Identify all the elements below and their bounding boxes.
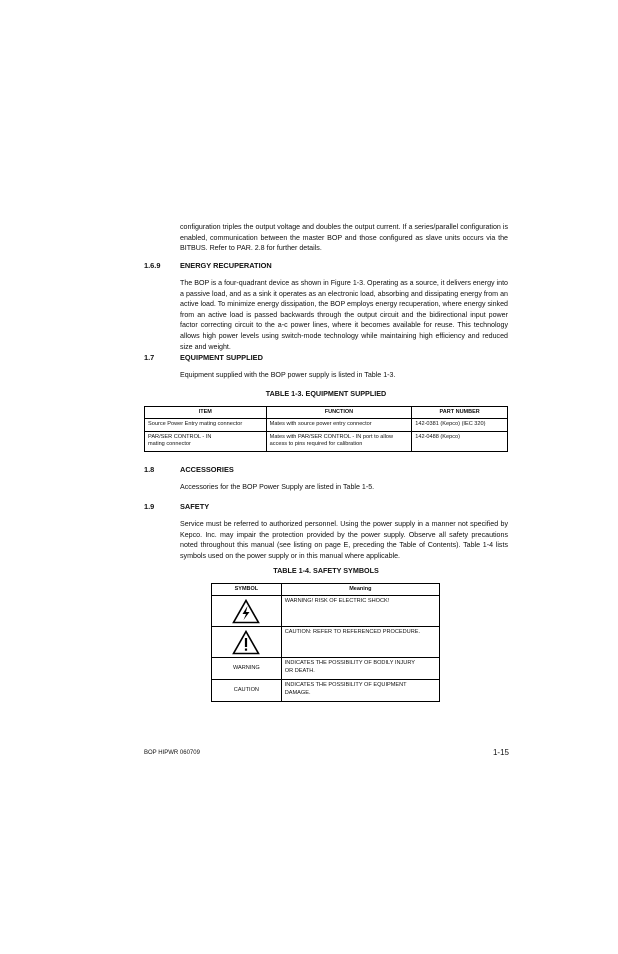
equipment-paragraph: Equipment supplied with the BOP power supply is listed in Table 1-3. xyxy=(180,371,396,379)
section-title: ACCESSORIES xyxy=(180,465,234,474)
table-row xyxy=(145,431,508,451)
table-cell-function: Mates with source power entry connector xyxy=(266,419,412,431)
safety-paragraph: Service must be referred to authorized personnel. Using the power supply in a manner not specified by Kepco. Inc. may impair the protection provided by the power supply. Observe all safety precautions noted throughout this manual (see listing on page E, preceding the Table of Contents). Table 1-4 lists symbols used on the power supply or in this manual where applicable. xyxy=(180,520,508,560)
column-header-symbol: SYMBOL xyxy=(212,584,282,596)
section-title: ENERGY RECUPERATION xyxy=(180,261,272,270)
caution-exclamation-icon xyxy=(232,630,260,655)
section-number: 1.9 xyxy=(144,502,155,511)
accessories-paragraph: Accessories for the BOP Power Supply are listed in Table 1-5. xyxy=(180,483,375,491)
cell-line: INDICATES THE POSSIBILITY OF EQUIPMENT xyxy=(284,682,407,689)
section-number: 1.7 xyxy=(144,353,155,362)
table-header-row xyxy=(212,584,440,596)
cell-line: Mates with PAR/SER CONTROL - IN port to allow xyxy=(269,433,394,440)
cell-line: PAR/SER CONTROL - IN xyxy=(148,433,212,440)
table-1-4-caption: TABLE 1-4. SAFETY SYMBOLS xyxy=(273,566,379,575)
table-1-3-caption: TABLE 1-3. EQUIPMENT SUPPLIED xyxy=(265,389,387,398)
equipment-supplied-table xyxy=(144,406,508,452)
cell-line: INDICATES THE POSSIBILITY OF BODILY INJURY xyxy=(284,660,415,667)
table-cell-symbol: WARNING xyxy=(212,658,282,680)
cell-line: mating connector xyxy=(148,441,191,448)
table-cell-symbol xyxy=(212,627,282,658)
table-cell-part-number: 142-0381 (Kepco) (IEC 320) xyxy=(412,419,508,431)
table-cell-function xyxy=(266,431,412,451)
footer-document-id: BOP HIPWR 060709 xyxy=(144,750,200,756)
energy-recuperation-paragraph: The BOP is a four-quadrant device as shown in Figure 1-3. Operating as a source, it delivers energy into a passive load, and as a sink it operates as an electronic load, absorbing and dissipating energy from an active load. To minimize energy dissipation, the BOP employs energy recuperation, where energy sinked from an active load is passed backwards through the output circuit and the bidirectional input power factor correcting circuit to the a-c power lines, where it becomes available for reuse. This technology allows high power levels using switch-mode technology while maintaining high efficiency and reduced size and weight. xyxy=(180,279,508,351)
cell-line: OR DEATH. xyxy=(284,667,315,674)
cell-line: DAMAGE. xyxy=(284,689,311,696)
table-row xyxy=(212,680,440,702)
table-cell-part-number: 142-0488 (Kepco) xyxy=(412,431,508,451)
table-cell-item xyxy=(145,431,267,451)
page-number: 1-15 xyxy=(492,748,509,757)
table-cell-symbol xyxy=(212,596,282,627)
table-header-row xyxy=(145,407,508,419)
table-cell-item: Source Power Entry mating connector xyxy=(145,419,267,431)
section-number: 1.6.9 xyxy=(144,261,161,270)
section-title: SAFETY xyxy=(180,502,210,511)
table-row xyxy=(212,596,440,627)
section-title: EQUIPMENT SUPPLIED xyxy=(180,353,263,362)
column-header-item: ITEM xyxy=(145,407,267,419)
cell-line: access to pins required for calibration xyxy=(269,441,363,448)
electric-shock-warning-icon xyxy=(232,599,260,624)
table-cell-meaning: WARNING! RISK OF ELECTRIC SHOCK! xyxy=(281,596,439,627)
table-row xyxy=(212,627,440,658)
table-cell-symbol: CAUTION xyxy=(212,680,282,702)
table-cell-meaning xyxy=(281,658,439,680)
column-header-function: FUNCTION xyxy=(266,407,412,419)
column-header-meaning: Meaning xyxy=(281,584,439,596)
table-row xyxy=(145,419,508,431)
intro-paragraph: configuration triples the output voltage and doubles the output current. If a series/parallel configuration is enabled, communication between the master BOP and those configured as slave units occurs via the BITBUS. Refer to PAR. 2.8 for further details. xyxy=(180,223,508,253)
table-cell-meaning: CAUTION: REFER TO REFERENCED PROCEDURE. xyxy=(281,627,439,658)
table-cell-meaning xyxy=(281,680,439,702)
column-header-part-number: PART NUMBER xyxy=(412,407,508,419)
table-row xyxy=(212,658,440,680)
section-number: 1.8 xyxy=(144,465,155,474)
safety-symbols-table xyxy=(211,583,440,702)
